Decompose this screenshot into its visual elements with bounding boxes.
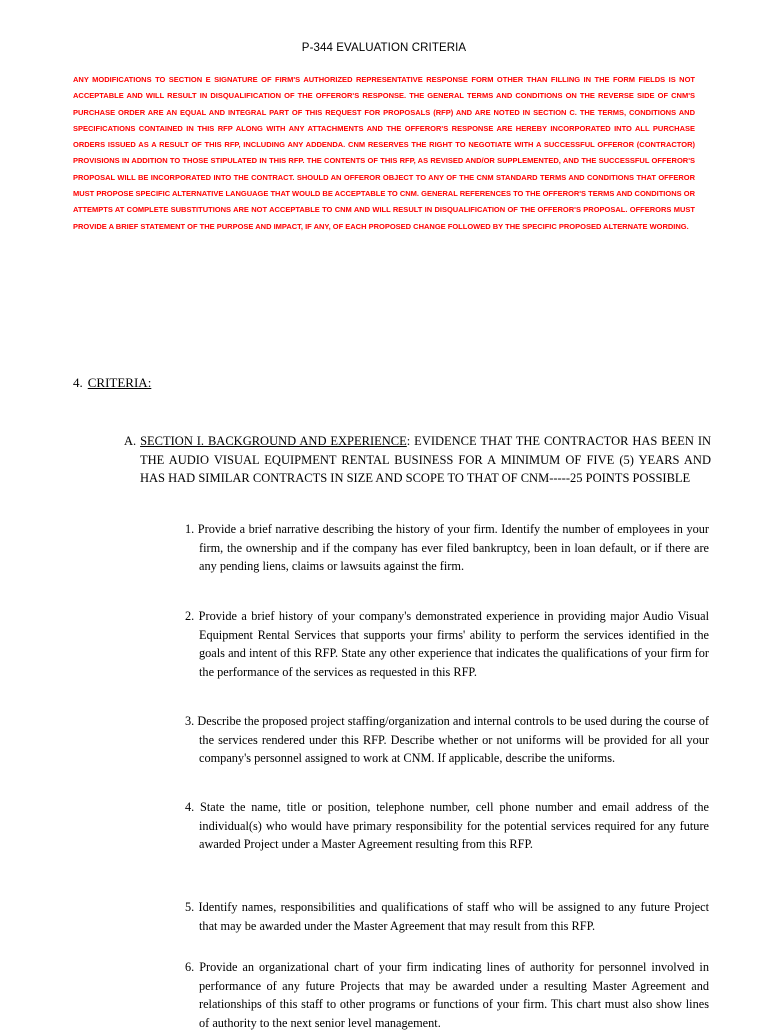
item-number: 5. — [185, 900, 195, 914]
item-number: 2. — [185, 609, 195, 623]
criteria-label: CRITERIA: — [87, 375, 152, 390]
disclaimer-notice: ANY MODIFICATIONS TO SECTION E SIGNATURE OF FIRM'S AUTHORIZED REPRESENTATIVE RESPONSE FORM OTHER THAN FILLING IN THE FORM FIELDS IS NOT ACCEPTABLE AND WILL RESULT IN DISQUALIFICATION OF THE OFFEROR'S RESPONSE. THE GENERAL TERMS AND CONDITIONS ON THE REVERSE SIDE OF CNM'S PURCHASE ORDER ARE AN EQUAL AND INTEGRAL PART OF THIS REQUEST FOR PROPOSALS (RFP) AND ARE NOTED IN SECTION C. THE TERMS, CONDITIONS AND SPECIFICATIONS CONTAINED IN THIS RFP ALONG WITH ANY ATTACHMENTS AND THE OFFEROR'S RESPONSE ARE HEREBY INCORPORATED INTO ALL PURCHASE ORDERS ISSUED AS A RESULT OF THIS RFP, INCLUDING ANY ADDENDA. CNM RESERVES THE RIGHT TO NEGOTIATE WITH A SUCCESSFUL OFFEROR (CONTRACTOR) PROVISIONS IN ADDITION TO THOSE STIPULATED IN THIS RFP. THE CONTENTS OF THIS RFP, AS REVISED AND/OR SUPPLEMENTED, AND THE SUCCESSFUL OFFEROR'S PROPOSAL WILL BE INCORPORATED INTO THE CONTRACT. SHOULD AN OFFEROR OBJECT TO ANY OF THE CNM STANDARD TERMS AND CONDITIONS THAT OFFEROR MUST PROPOSE SPECIFIC ALTERNATIVE LANGUAGE THAT WOULD BE ACCEPTABLE TO CNM. GENERAL REFERENCES TO THE OFFEROR'S TERMS AND CONDITIONS OR ATTEMPTS AT COMPLETE SUBSTITUTIONS ARE NOT ACCEPTABLE TO CNM AND WILL RESULT IN DISQUALIFICATION OF THE OFFEROR'S PROPOSAL. OFFERORS MUST PROVIDE A BRIEF STATEMENT OF THE PURPOSE AND IMPACT, IF ANY, OF EACH PROPOSED CHANGE FOLLOWED BY THE SPECIFIC PROPOSED ALTERNATE WORDING. — [73, 75, 695, 231]
item-text: Provide an organizational chart of your firm indicating lines of authority for personnel involved in performance of any future Projects that may be awarded under a resulting Master Agreement and relationships of this staff to other programs or functions of your firm. This chart must also show lines of authority to the next senior level management. — [199, 960, 709, 1030]
item-text: State the name, title or position, telephone number, cell phone number and email address of the individual(s) who would have primary responsibility for the potential services required for any future awarded Project under a Master Agreement resulting from this RFP. — [199, 800, 709, 851]
criteria-item-4 — [185, 798, 709, 854]
item-number: 6. — [185, 960, 195, 974]
criteria-item-2 — [185, 607, 709, 681]
criteria-item-6 — [185, 958, 709, 1032]
document-title: P-344 EVALUATION CRITERIA — [301, 42, 467, 54]
item-text: Describe the proposed project staffing/organization and internal controls to be used during the course of the services rendered under this RFP. Describe whether or not uniforms will be provided for all your company's personnel assigned to work at CNM. If applicable, describe the uniforms. — [197, 714, 709, 765]
criteria-item-3 — [185, 712, 709, 768]
section-a-letter: A. — [124, 434, 137, 448]
criteria-number: 4. — [73, 375, 83, 390]
item-number: 3. — [185, 714, 195, 728]
criteria-item-5 — [185, 898, 709, 935]
criteria-heading — [73, 375, 151, 391]
section-a-text: : EVIDENCE THAT THE CONTRACTOR HAS BEEN IN THE AUDIO VISUAL EQUIPMENT RENTAL BUSINESS FOR A MINIMUM OF FIVE (5) YEARS AND HAS HAD SIMILAR CONTRACTS IN SIZE AND SCOPE TO THAT OF CNM-----25 POINTS POSSIBLE — [140, 434, 712, 485]
criteria-item-1 — [185, 520, 709, 576]
section-a-title: SECTION I. BACKGROUND AND EXPERIENCE — [140, 434, 407, 448]
item-text: Identify names, responsibilities and qualifications of staff who will be assigned to any future Project that may be awarded under the Master Agreement that may result from this RFP. — [198, 900, 709, 933]
item-number: 1. — [185, 522, 195, 536]
item-number: 4. — [185, 800, 195, 814]
item-text: Provide a brief history of your company's demonstrated experience in providing major Audio Visual Equipment Rental Services that supports your firms' ability to perform the services identified in the goals and intent of this RFP. State any other experience that indicates the qualifications of your firm for the performance of the services as requested in this RFP. — [198, 609, 709, 679]
section-a-heading — [124, 432, 711, 488]
item-text: Provide a brief narrative describing the history of your firm. Identify the number of employees in your firm, the ownership and if the company has ever filed bankruptcy, been in loan default, or if there are any pending liens, claims or lawsuits against the firm. — [197, 522, 709, 573]
